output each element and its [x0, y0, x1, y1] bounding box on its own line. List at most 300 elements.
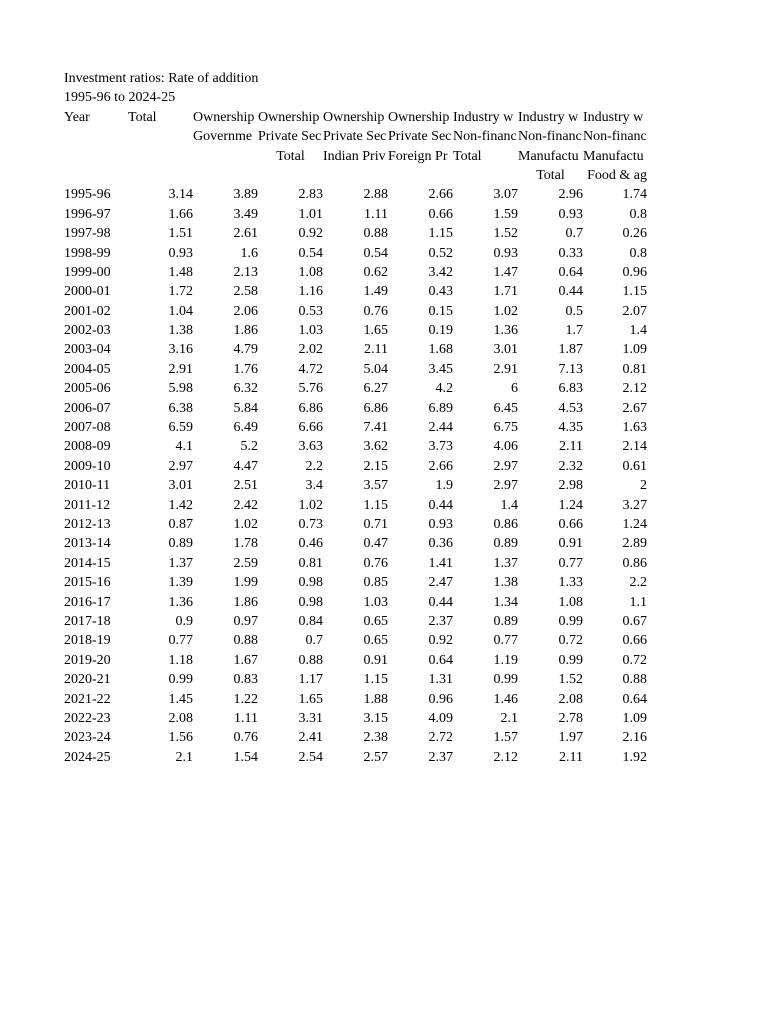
value-cell[interactable]: 0.99: [558, 613, 583, 629]
value-cell[interactable]: 7.13: [558, 361, 583, 377]
year-cell[interactable]: 2006-07: [64, 400, 111, 416]
value-cell[interactable]: 0.54: [363, 245, 388, 261]
year-cell[interactable]: 1995-96: [64, 187, 111, 203]
value-cell[interactable]: 3.31: [298, 710, 323, 726]
value-cell[interactable]: 0.76: [363, 303, 388, 319]
value-cell[interactable]: 1.38: [493, 575, 518, 591]
year-cell[interactable]: 2002-03: [64, 323, 111, 339]
value-cell[interactable]: 0.81: [622, 361, 647, 377]
value-cell[interactable]: 0.67: [622, 613, 647, 629]
value-cell[interactable]: 2.61: [233, 226, 258, 242]
value-cell[interactable]: 0.43: [428, 284, 453, 300]
value-cell[interactable]: 0.88: [298, 652, 323, 668]
value-cell[interactable]: 2.11: [559, 749, 583, 765]
value-cell[interactable]: 1.18: [168, 652, 193, 668]
year-cell[interactable]: 1997-98: [64, 226, 111, 242]
value-cell[interactable]: 2: [640, 478, 647, 494]
value-cell[interactable]: 2.38: [363, 730, 388, 746]
header-cell[interactable]: Foreign Pr: [388, 148, 448, 164]
year-cell[interactable]: 2009-10: [64, 458, 111, 474]
value-cell[interactable]: 2.59: [233, 555, 258, 571]
year-cell[interactable]: 2005-06: [64, 381, 111, 397]
value-cell[interactable]: 1.65: [363, 323, 388, 339]
value-cell[interactable]: 6.86: [298, 400, 323, 416]
value-cell[interactable]: 2.37: [428, 613, 453, 629]
value-cell[interactable]: 0.64: [622, 691, 647, 707]
year-cell[interactable]: 2012-13: [64, 516, 111, 532]
value-cell[interactable]: 0.46: [298, 536, 323, 552]
value-cell[interactable]: 1.47: [493, 264, 518, 280]
header-cell[interactable]: Ownership: [258, 109, 320, 125]
value-cell[interactable]: 3.49: [233, 206, 258, 222]
value-cell[interactable]: 0.99: [558, 652, 583, 668]
value-cell[interactable]: 6.66: [298, 420, 323, 436]
value-cell[interactable]: 6: [511, 381, 518, 397]
value-cell[interactable]: 0.7: [565, 226, 583, 242]
value-cell[interactable]: 0.81: [298, 555, 323, 571]
value-cell[interactable]: 1.48: [168, 264, 193, 280]
value-cell[interactable]: 2.91: [493, 361, 518, 377]
value-cell[interactable]: 1.01: [298, 206, 323, 222]
value-cell[interactable]: 1.37: [168, 555, 193, 571]
year-cell[interactable]: 2003-04: [64, 342, 111, 358]
value-cell[interactable]: 0.33: [558, 245, 583, 261]
value-cell[interactable]: 3.07: [493, 187, 518, 203]
value-cell[interactable]: 1.11: [234, 710, 258, 726]
value-cell[interactable]: 1.19: [493, 652, 518, 668]
value-cell[interactable]: 3.89: [233, 187, 258, 203]
value-cell[interactable]: 2.42: [233, 497, 258, 513]
value-cell[interactable]: 2.02: [298, 342, 323, 358]
year-cell[interactable]: 1998-99: [64, 245, 111, 261]
header-cell[interactable]: [258, 166, 323, 185]
value-cell[interactable]: 0.92: [298, 226, 323, 242]
value-cell[interactable]: 3.27: [622, 497, 647, 513]
header-cell[interactable]: Private Sec: [388, 129, 452, 145]
value-cell[interactable]: 0.88: [363, 226, 388, 242]
value-cell[interactable]: 0.86: [622, 555, 647, 571]
header-cell[interactable]: Industry w: [518, 109, 579, 125]
value-cell[interactable]: 2.67: [622, 400, 647, 416]
value-cell[interactable]: 2.15: [363, 458, 388, 474]
value-cell[interactable]: 2.44: [428, 420, 453, 436]
value-cell[interactable]: 2.32: [558, 458, 583, 474]
header-cell[interactable]: Indian Priv: [323, 148, 386, 164]
value-cell[interactable]: 0.72: [558, 633, 583, 649]
value-cell[interactable]: 0.53: [298, 303, 323, 319]
year-cell[interactable]: 2024-25: [64, 749, 111, 765]
value-cell[interactable]: 0.91: [558, 536, 583, 552]
value-cell[interactable]: 4.09: [428, 710, 453, 726]
value-cell[interactable]: 0.93: [493, 245, 518, 261]
year-cell[interactable]: 2020-21: [64, 672, 111, 688]
value-cell[interactable]: 1.22: [233, 691, 258, 707]
value-cell[interactable]: 1.66: [168, 206, 193, 222]
value-cell[interactable]: 1.92: [622, 749, 647, 765]
value-cell[interactable]: 0.65: [363, 613, 388, 629]
value-cell[interactable]: 1.15: [622, 284, 647, 300]
value-cell[interactable]: 1.56: [168, 730, 193, 746]
value-cell[interactable]: 2.83: [298, 187, 323, 203]
value-cell[interactable]: 1.78: [233, 536, 258, 552]
value-cell[interactable]: 0.66: [558, 516, 583, 532]
value-cell[interactable]: 1.46: [493, 691, 518, 707]
value-cell[interactable]: 0.62: [363, 264, 388, 280]
year-cell[interactable]: 2016-17: [64, 594, 111, 610]
value-cell[interactable]: 0.88: [622, 672, 647, 688]
value-cell[interactable]: 2.89: [622, 536, 647, 552]
year-cell[interactable]: 2017-18: [64, 613, 111, 629]
value-cell[interactable]: 1.11: [364, 206, 388, 222]
value-cell[interactable]: 0.76: [233, 730, 258, 746]
value-cell[interactable]: 0.72: [622, 652, 647, 668]
value-cell[interactable]: 1.02: [298, 497, 323, 513]
value-cell[interactable]: 4.53: [558, 400, 583, 416]
value-cell[interactable]: 2.72: [428, 730, 453, 746]
value-cell[interactable]: 2.07: [622, 303, 647, 319]
value-cell[interactable]: 0.97: [233, 613, 258, 629]
value-cell[interactable]: 2.13: [233, 264, 258, 280]
header-cell[interactable]: Private Sec: [258, 129, 322, 145]
value-cell[interactable]: 2.2: [629, 575, 647, 591]
value-cell[interactable]: 1.37: [493, 555, 518, 571]
value-cell[interactable]: 1.99: [233, 575, 258, 591]
value-cell[interactable]: 3.73: [428, 439, 453, 455]
header-cell[interactable]: Industry w: [453, 109, 514, 125]
header-cell[interactable]: Non-financ: [583, 129, 647, 145]
year-cell[interactable]: 2022-23: [64, 710, 111, 726]
value-cell[interactable]: 0.8: [629, 206, 647, 222]
value-cell[interactable]: 2.78: [558, 710, 583, 726]
value-cell[interactable]: 0.5: [565, 303, 583, 319]
value-cell[interactable]: 1.24: [622, 516, 647, 532]
value-cell[interactable]: 2.66: [428, 458, 453, 474]
value-cell[interactable]: 0.76: [363, 555, 388, 571]
value-cell[interactable]: 1.9: [435, 478, 453, 494]
value-cell[interactable]: 1.03: [298, 323, 323, 339]
year-cell[interactable]: 2023-24: [64, 730, 111, 746]
value-cell[interactable]: 6.83: [558, 381, 583, 397]
header-cell[interactable]: Total: [453, 148, 482, 164]
value-cell[interactable]: 1.34: [493, 594, 518, 610]
value-cell[interactable]: 1.88: [363, 691, 388, 707]
value-cell[interactable]: 4.79: [233, 342, 258, 358]
value-cell[interactable]: 0.64: [428, 652, 453, 668]
value-cell[interactable]: 1.51: [168, 226, 193, 242]
value-cell[interactable]: 2.66: [428, 187, 453, 203]
value-cell[interactable]: 6.75: [493, 420, 518, 436]
header-cell[interactable]: [193, 166, 258, 185]
header-cell[interactable]: Food & ag: [587, 167, 647, 183]
value-cell[interactable]: 0.9: [175, 613, 193, 629]
value-cell[interactable]: 1.15: [363, 672, 388, 688]
value-cell[interactable]: 5.76: [298, 381, 323, 397]
year-cell[interactable]: 2004-05: [64, 361, 111, 377]
value-cell[interactable]: 1.42: [168, 497, 193, 513]
value-cell[interactable]: 0.93: [428, 516, 453, 532]
value-cell[interactable]: 3.14: [168, 187, 193, 203]
value-cell[interactable]: 0.98: [298, 594, 323, 610]
value-cell[interactable]: 4.06: [493, 439, 518, 455]
value-cell[interactable]: 2.06: [233, 303, 258, 319]
value-cell[interactable]: 3.01: [493, 342, 518, 358]
value-cell[interactable]: 0.66: [428, 206, 453, 222]
value-cell[interactable]: 1.97: [558, 730, 583, 746]
header-cell[interactable]: [64, 127, 128, 146]
value-cell[interactable]: 3.57: [363, 478, 388, 494]
value-cell[interactable]: 0.96: [622, 264, 647, 280]
header-cell[interactable]: Year: [64, 109, 90, 125]
year-cell[interactable]: 2000-01: [64, 284, 111, 300]
value-cell[interactable]: 2.12: [493, 749, 518, 765]
header-cell[interactable]: Ownership: [193, 109, 255, 125]
value-cell[interactable]: 1.49: [363, 284, 388, 300]
value-cell[interactable]: 2.37: [428, 749, 453, 765]
value-cell[interactable]: 4.47: [233, 458, 258, 474]
value-cell[interactable]: 2.88: [363, 187, 388, 203]
value-cell[interactable]: 2.1: [175, 749, 193, 765]
value-cell[interactable]: 6.86: [363, 400, 388, 416]
value-cell[interactable]: 1.36: [168, 594, 193, 610]
value-cell[interactable]: 6.45: [493, 400, 518, 416]
value-cell[interactable]: 0.77: [558, 555, 583, 571]
value-cell[interactable]: 0.92: [428, 633, 453, 649]
value-cell[interactable]: 6.49: [233, 420, 258, 436]
value-cell[interactable]: 1.16: [298, 284, 323, 300]
value-cell[interactable]: 0.66: [622, 633, 647, 649]
header-cell[interactable]: Total: [128, 109, 157, 125]
year-cell[interactable]: 2010-11: [64, 478, 111, 494]
value-cell[interactable]: 0.26: [622, 226, 647, 242]
value-cell[interactable]: 2.98: [558, 478, 583, 494]
value-cell[interactable]: 2.47: [428, 575, 453, 591]
value-cell[interactable]: 1.02: [233, 516, 258, 532]
year-cell[interactable]: 2008-09: [64, 439, 111, 455]
value-cell[interactable]: 0.99: [168, 672, 193, 688]
value-cell[interactable]: 1.59: [493, 206, 518, 222]
year-cell[interactable]: 1999-00: [64, 264, 111, 280]
value-cell[interactable]: 1.4: [629, 323, 647, 339]
value-cell[interactable]: 0.87: [168, 516, 193, 532]
value-cell[interactable]: 5.98: [168, 381, 193, 397]
value-cell[interactable]: 1.04: [168, 303, 193, 319]
value-cell[interactable]: 0.7: [305, 633, 323, 649]
value-cell[interactable]: 2.91: [168, 361, 193, 377]
value-cell[interactable]: 0.44: [428, 594, 453, 610]
value-cell[interactable]: 2.54: [298, 749, 323, 765]
value-cell[interactable]: 0.8: [629, 245, 647, 261]
header-cell[interactable]: Ownership: [323, 109, 385, 125]
value-cell[interactable]: 0.88: [233, 633, 258, 649]
value-cell[interactable]: 0.89: [168, 536, 193, 552]
value-cell[interactable]: 0.64: [558, 264, 583, 280]
header-cell[interactable]: [388, 166, 453, 185]
value-cell[interactable]: 6.38: [168, 400, 193, 416]
value-cell[interactable]: 0.54: [298, 245, 323, 261]
year-cell[interactable]: 1996-97: [64, 206, 111, 222]
value-cell[interactable]: 2.96: [558, 187, 583, 203]
value-cell[interactable]: 0.96: [428, 691, 453, 707]
value-cell[interactable]: 5.2: [240, 439, 258, 455]
value-cell[interactable]: 0.44: [558, 284, 583, 300]
value-cell[interactable]: 0.19: [428, 323, 453, 339]
value-cell[interactable]: 1.68: [428, 342, 453, 358]
value-cell[interactable]: 6.59: [168, 420, 193, 436]
value-cell[interactable]: 1.17: [298, 672, 323, 688]
value-cell[interactable]: 1.36: [493, 323, 518, 339]
header-cell[interactable]: [128, 166, 193, 185]
value-cell[interactable]: 1.31: [428, 672, 453, 688]
value-cell[interactable]: 2.97: [168, 458, 193, 474]
value-cell[interactable]: 6.32: [233, 381, 258, 397]
value-cell[interactable]: 2.57: [363, 749, 388, 765]
header-cell[interactable]: Non-financ: [453, 129, 517, 145]
value-cell[interactable]: 1.15: [363, 497, 388, 513]
value-cell[interactable]: 1.76: [233, 361, 258, 377]
value-cell[interactable]: 0.98: [298, 575, 323, 591]
header-cell[interactable]: [128, 147, 193, 166]
value-cell[interactable]: 1.03: [363, 594, 388, 610]
header-cell[interactable]: Total: [276, 148, 305, 164]
value-cell[interactable]: 2.11: [364, 342, 388, 358]
value-cell[interactable]: 2.2: [305, 458, 323, 474]
value-cell[interactable]: 2.97: [493, 478, 518, 494]
year-cell[interactable]: 2019-20: [64, 652, 111, 668]
value-cell[interactable]: 7.41: [363, 420, 388, 436]
value-cell[interactable]: 1.02: [493, 303, 518, 319]
value-cell[interactable]: 0.93: [168, 245, 193, 261]
value-cell[interactable]: 1.74: [622, 187, 647, 203]
header-cell[interactable]: [64, 147, 128, 166]
value-cell[interactable]: 0.91: [363, 652, 388, 668]
year-cell[interactable]: 2015-16: [64, 575, 111, 591]
value-cell[interactable]: 0.61: [622, 458, 647, 474]
value-cell[interactable]: 3.63: [298, 439, 323, 455]
value-cell[interactable]: 0.52: [428, 245, 453, 261]
value-cell[interactable]: 0.77: [493, 633, 518, 649]
header-cell[interactable]: Private Sec: [323, 129, 387, 145]
value-cell[interactable]: 1.45: [168, 691, 193, 707]
value-cell[interactable]: 1.87: [558, 342, 583, 358]
value-cell[interactable]: 1.15: [428, 226, 453, 242]
value-cell[interactable]: 1.71: [493, 284, 518, 300]
value-cell[interactable]: 1.67: [233, 652, 258, 668]
value-cell[interactable]: 3.42: [428, 264, 453, 280]
value-cell[interactable]: 0.84: [298, 613, 323, 629]
value-cell[interactable]: 0.73: [298, 516, 323, 532]
value-cell[interactable]: 1.41: [428, 555, 453, 571]
value-cell[interactable]: 0.83: [233, 672, 258, 688]
value-cell[interactable]: 0.89: [493, 536, 518, 552]
value-cell[interactable]: 1.72: [168, 284, 193, 300]
value-cell[interactable]: 3.45: [428, 361, 453, 377]
header-cell[interactable]: Total: [536, 167, 565, 183]
value-cell[interactable]: 1.52: [493, 226, 518, 242]
value-cell[interactable]: 2.41: [298, 730, 323, 746]
value-cell[interactable]: 4.2: [435, 381, 453, 397]
value-cell[interactable]: 0.77: [168, 633, 193, 649]
value-cell[interactable]: 4.72: [298, 361, 323, 377]
value-cell[interactable]: 0.93: [558, 206, 583, 222]
value-cell[interactable]: 3.15: [363, 710, 388, 726]
value-cell[interactable]: 4.1: [175, 439, 193, 455]
value-cell[interactable]: 1.63: [622, 420, 647, 436]
value-cell[interactable]: 2.1: [500, 710, 518, 726]
header-cell[interactable]: Manufactu: [583, 148, 644, 164]
value-cell[interactable]: 0.85: [363, 575, 388, 591]
header-cell[interactable]: Governme: [193, 129, 253, 145]
value-cell[interactable]: 0.44: [428, 497, 453, 513]
header-cell[interactable]: [64, 166, 128, 185]
value-cell[interactable]: 2.11: [559, 439, 583, 455]
value-cell[interactable]: 1.6: [240, 245, 258, 261]
year-cell[interactable]: 2011-12: [64, 497, 111, 513]
value-cell[interactable]: 1.4: [500, 497, 518, 513]
value-cell[interactable]: 3.4: [305, 478, 323, 494]
value-cell[interactable]: 3.62: [363, 439, 388, 455]
value-cell[interactable]: 0.15: [428, 303, 453, 319]
year-cell[interactable]: 2007-08: [64, 420, 111, 436]
value-cell[interactable]: 0.99: [493, 672, 518, 688]
value-cell[interactable]: 3.16: [168, 342, 193, 358]
value-cell[interactable]: 1.86: [233, 323, 258, 339]
header-cell[interactable]: [193, 147, 258, 166]
value-cell[interactable]: 0.47: [363, 536, 388, 552]
header-cell[interactable]: Ownership: [388, 109, 450, 125]
year-cell[interactable]: 2001-02: [64, 303, 111, 319]
header-cell[interactable]: Industry w: [583, 109, 644, 125]
year-cell[interactable]: 2014-15: [64, 555, 111, 571]
value-cell[interactable]: 1.57: [493, 730, 518, 746]
header-cell[interactable]: [453, 166, 518, 185]
value-cell[interactable]: 0.71: [363, 516, 388, 532]
year-cell[interactable]: 2021-22: [64, 691, 111, 707]
value-cell[interactable]: 0.36: [428, 536, 453, 552]
value-cell[interactable]: 5.04: [363, 361, 388, 377]
value-cell[interactable]: 1.33: [558, 575, 583, 591]
value-cell[interactable]: 1.09: [622, 710, 647, 726]
value-cell[interactable]: 2.58: [233, 284, 258, 300]
value-cell[interactable]: 2.51: [233, 478, 258, 494]
value-cell[interactable]: 1.7: [565, 323, 583, 339]
value-cell[interactable]: 2.16: [622, 730, 647, 746]
header-cell[interactable]: Non-financ: [518, 129, 582, 145]
value-cell[interactable]: 1.1: [629, 594, 647, 610]
value-cell[interactable]: 2.14: [622, 439, 647, 455]
header-cell[interactable]: [323, 166, 388, 185]
value-cell[interactable]: 0.89: [493, 613, 518, 629]
value-cell[interactable]: 1.65: [298, 691, 323, 707]
value-cell[interactable]: 2.12: [622, 381, 647, 397]
value-cell[interactable]: 1.54: [233, 749, 258, 765]
value-cell[interactable]: 1.52: [558, 672, 583, 688]
value-cell[interactable]: 2.08: [168, 710, 193, 726]
value-cell[interactable]: 2.97: [493, 458, 518, 474]
value-cell[interactable]: 4.35: [558, 420, 583, 436]
header-cell[interactable]: [128, 127, 193, 146]
value-cell[interactable]: 1.08: [558, 594, 583, 610]
value-cell[interactable]: 1.24: [558, 497, 583, 513]
value-cell[interactable]: 3.01: [168, 478, 193, 494]
value-cell[interactable]: 1.09: [622, 342, 647, 358]
value-cell[interactable]: 0.65: [363, 633, 388, 649]
year-cell[interactable]: 2013-14: [64, 536, 111, 552]
value-cell[interactable]: 5.84: [233, 400, 258, 416]
value-cell[interactable]: 0.86: [493, 516, 518, 532]
value-cell[interactable]: 1.86: [233, 594, 258, 610]
value-cell[interactable]: 6.89: [428, 400, 453, 416]
value-cell[interactable]: 1.39: [168, 575, 193, 591]
